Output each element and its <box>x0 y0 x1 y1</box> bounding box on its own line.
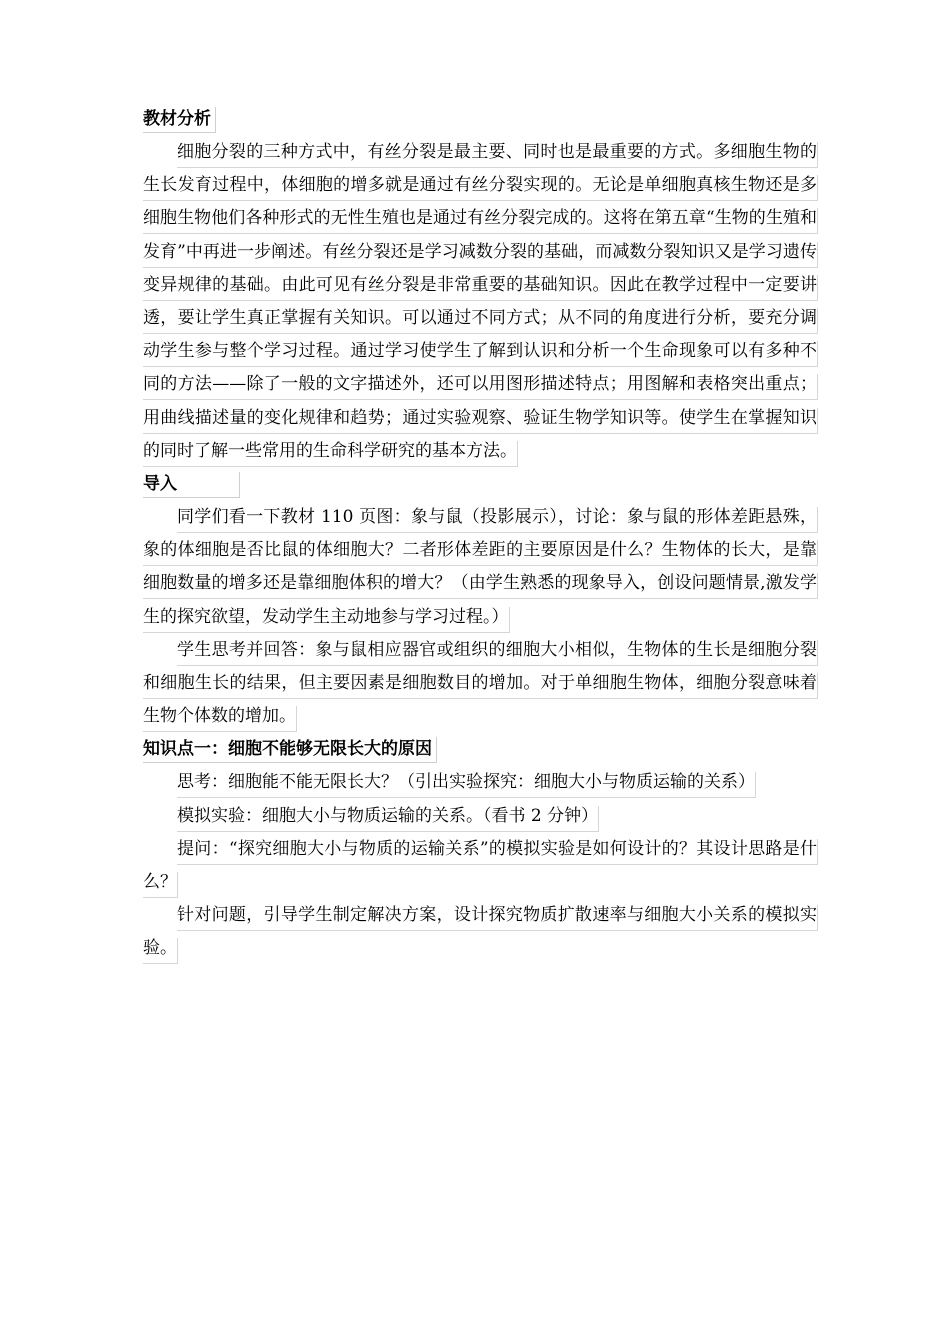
heading-text: 教材分析 <box>143 107 216 133</box>
paragraph-intro-2 <box>143 634 818 734</box>
paragraph-analysis-1 <box>143 136 818 468</box>
paragraph-intro-1 <box>143 501 818 634</box>
paragraph-text: 同学们看一下教材 110 页图：象与鼠（投影展示），讨论：象与鼠的形体差距悬殊，象的体细胞是否比鼠的体细胞大？二者形体差距的主要原因是什么？生物体的长大，是靠细胞数量的增多还是靠细胞体积的增大？（由学生熟悉的现象导入，创设问题情景,激发学生的探究欲望，发动学生主动地参与学习过程。） <box>143 507 818 633</box>
heading-text: 导入 <box>143 472 240 498</box>
paragraph-text: 思考：细胞能不能无限长大？（引出实验探究：细胞大小与物质运输的关系） <box>177 772 756 798</box>
section-heading-analysis <box>143 103 818 136</box>
paragraph-text: 模拟实验：细胞大小与物质运输的关系。（看书 2 分钟） <box>177 806 599 832</box>
paragraph-point1-4 <box>143 899 818 965</box>
paragraph-text: 学生思考并回答：象与鼠相应器官或组织的细胞大小相似，生物体的生长是细胞分裂和细胞生长的结果，但主要因素是细胞数目的增加。对于单细胞生物体，细胞分裂意味着生物个体数的增加。 <box>143 640 818 732</box>
heading-text: 知识点一：细胞不能够无限长大的原因 <box>143 737 437 763</box>
paragraph-text: 细胞分裂的三种方式中，有丝分裂是最主要、同时也是最重要的方式。多细胞生物的生长发育过程中，体细胞的增多就是通过有丝分裂实现的。无论是单细胞真核生物还是多细胞生物他们各种形式的无性生殖也是通过有丝分裂完成的。这将在第五章“生物的生殖和发育”中再进一步阐述。有丝分裂还是学习减数分裂的基础，而减数分裂知识又是学习遗传变异规律的基础。由此可见有丝分裂是非常重要的基础知识。因此在教学过程中一定要讲透，要让学生真正掌握有关知识。可以通过不同方式；从不同的角度进行分析，要充分调动学生参与整个学习过程。通过学习使学生了解到认识和分析一个生命现象可以有多种不同的方法——除了一般的文字描述外，还可以用图形描述特点；用图解和表格突出重点；用曲线描述量的变化规律和趋势；通过实验观察、验证生物学知识等。使学生在掌握知识的同时了解一些常用的生命科学研究的基本方法。 <box>143 142 818 467</box>
paragraph-text: 针对问题，引导学生制定解决方案，设计探究物质扩散速率与细胞大小关系的模拟实验。 <box>143 905 818 964</box>
document-content <box>143 103 818 966</box>
section-heading-point1 <box>143 733 818 766</box>
section-heading-intro <box>143 468 818 501</box>
paragraph-point1-2 <box>143 800 818 833</box>
paragraph-text: 提问：“探究细胞大小与物质的运输关系”的模拟实验是如何设计的？其设计思路是什么？ <box>143 839 818 898</box>
paragraph-point1-3 <box>143 833 818 899</box>
paragraph-point1-1 <box>143 766 818 799</box>
